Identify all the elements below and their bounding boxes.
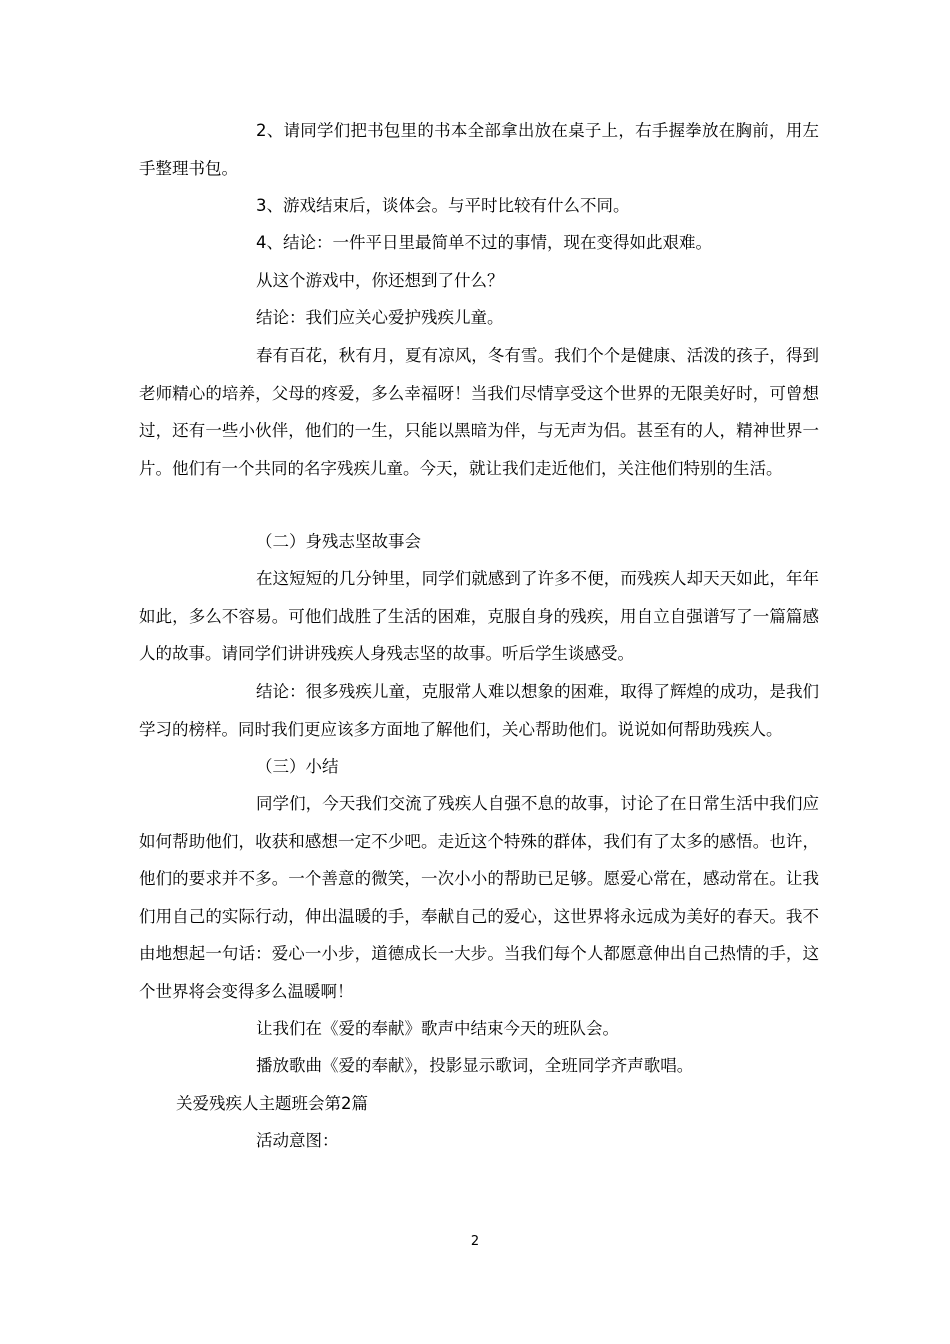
paragraph-step-4: 4、结论：一件平日里最简单不过的事情，现在变得如此艰难。 xyxy=(256,233,712,252)
paragraph-step-2: 2、请同学们把书包里的书本全部拿出放在桌子上，右手握拳放在胸前，用左手整理书包。 xyxy=(139,121,819,178)
page-number: 2 xyxy=(470,1234,480,1249)
paragraph-step-3: 3、游戏结束后，谈体会。与平时比较有什么不同。 xyxy=(256,196,630,215)
paragraph-conclusion-2: 结论：很多残疾儿童，克服常人难以想象的困难，取得了辉煌的成功，是我们学习的榜样。同时我们更应该多方面地了解他们，关心帮助他们。说说如何帮助残疾人。 xyxy=(139,682,819,739)
paragraph-spring: 春有百花，秋有月，夏有凉风，冬有雪。我们个个是健康、活泼的孩子，得到老师精心的培养，父母的疼爱，多么幸福呀！当我们尽情享受这个世界的无限美好时，可曾想过，还有一些小伙伴，他们的一生，只能以黑暗为伴，与无声为侣。甚至有的人，精神世界一片。他们有一个共同的名字残疾儿童。今天，就让我们走近他们，关注他们特别的生活。 xyxy=(139,346,819,478)
paragraph-summary: 同学们，今天我们交流了残疾人自强不息的故事，讨论了在日常生活中我们应如何帮助他们，收获和感想一定不少吧。走近这个特殊的群体，我们有了太多的感悟。也许，他们的要求并不多。一个善意的微笑，一次小小的帮助已足够。愿爱心常在，感动常在。让我们用自己的实际行动，伸出温暖的手，奉献自己的爱心，这世界将永远成为美好的春天。我不由地想起一句话：爱心一小步，道德成长一大步。当我们每个人都愿意伸出自己热情的手，这个世界将会变得多么温暖啊！ xyxy=(139,794,819,1001)
section-heading-story: （二）身残志坚故事会 xyxy=(256,532,421,551)
paragraph-intent-heading: 活动意图： xyxy=(256,1131,339,1150)
paragraph-question: 从这个游戏中，你还想到了什么？ xyxy=(256,271,504,290)
paragraph-song: 播放歌曲《爱的奉献》，投影显示歌词，全班同学齐声歌唱。 xyxy=(256,1056,694,1075)
article-title: 关爱残疾人主题班会第2篇 xyxy=(176,1094,368,1113)
section-heading-summary: （三）小结 xyxy=(256,757,339,776)
paragraph-closing: 让我们在《爱的奉献》歌声中结束今天的班队会。 xyxy=(256,1019,619,1038)
paragraph-conclusion-1: 结论：我们应关心爱护残疾儿童。 xyxy=(256,308,504,327)
paragraph-story: 在这短短的几分钟里，同学们就感到了许多不便，而残疾人却天天如此，年年如此，多么不容易。可他们战胜了生活的困难，克服自身的残疾，用自立自强谱写了一篇篇感人的故事。请同学们讲讲残疾人身残志坚的故事。听后学生谈感受。 xyxy=(139,569,819,663)
